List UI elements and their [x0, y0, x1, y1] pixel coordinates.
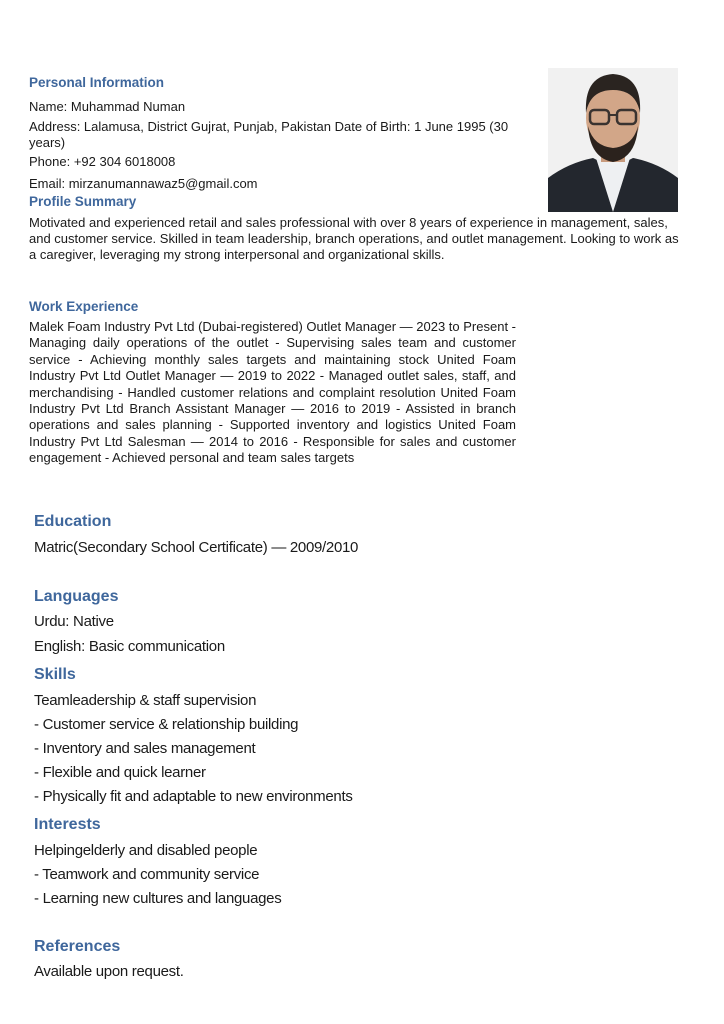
skills-heading: Skills: [34, 666, 76, 683]
skill-item: [34, 761, 353, 785]
skill-item: [34, 713, 353, 737]
email-line: Email: mirzanumannawaz5@gmail.com: [29, 176, 258, 191]
interest-item: [34, 863, 281, 887]
language-item: Urdu: Native: [34, 613, 114, 630]
interest-item: Helpingelderly and disabled people: [34, 842, 258, 859]
references-heading: References: [34, 938, 121, 955]
skill-text: Flexible and quick learner: [42, 764, 206, 781]
skill-item: Teamleadership & staff supervision: [34, 692, 257, 709]
person-photo-icon: [548, 68, 678, 212]
skills-list: [34, 689, 353, 809]
languages-heading: Languages: [34, 588, 119, 605]
skill-text: Inventory and sales management: [42, 740, 256, 757]
education-heading: Education: [34, 513, 112, 530]
skill-item: [34, 737, 353, 761]
work-experience: Malek Foam Industry Pvt Ltd (Dubai-registered) Outlet Manager — 2023 to Present - Managing daily operations of the outlet - Supervising sales team and customer service - Achieving monthly sales targets and maintaining stock United Foam Industry Pvt Ltd Outlet Manager — 2019 to 2022 - Managed outlet sales, staff, and merchandising - Handled customer relations and complaint resolution United Foam Industry Pvt Ltd Branch Assistant Manager — 2016 to 2019 - Assisted in branch operations and sales planning - Supported inventory and logistics United Foam Industry Pvt Ltd Salesman — 2014 to 2016 - Responsible for sales and customer engagement - Achieved personal and team sales targets: [29, 319, 516, 466]
interest-text: Teamwork and community service: [42, 866, 260, 883]
language-item: English: Basic communication: [34, 638, 225, 655]
phone-line: Phone: +92 304 6018008: [29, 154, 176, 169]
address-line: Address: Lalamusa, District Gujrat, Punjab, Pakistan Date of Birth: 1 June 1995 (30 years): [29, 119, 509, 150]
work-heading: Work Experience: [29, 299, 139, 314]
interest-text: Learning new cultures and languages: [42, 890, 282, 907]
skill-item: [34, 785, 353, 809]
references-text: Available upon request.: [34, 963, 184, 980]
profile-summary: Motivated and experienced retail and sales professional with over 8 years of experience in management, sales, and customer service. Skilled in team leadership, branch operations, and outlet management. Looking to work as a caregiver, leveraging my strong interpersonal and organizational skills.: [29, 215, 679, 262]
languages-list: [34, 609, 225, 659]
name-line: Name: Muhammad Numan: [29, 99, 186, 114]
profile-photo: [548, 68, 678, 212]
interests-list: [34, 839, 281, 911]
interests-heading: Interests: [34, 816, 101, 833]
skill-text: Physically fit and adaptable to new environments: [42, 788, 353, 805]
skill-text: Customer service & relationship building: [42, 716, 299, 733]
profile-heading: Profile Summary: [29, 194, 137, 209]
education-item: Matric(Secondary School Certificate) — 2009/2010: [34, 539, 359, 556]
personal-heading: Personal Information: [29, 75, 165, 90]
interest-item: [34, 887, 281, 911]
